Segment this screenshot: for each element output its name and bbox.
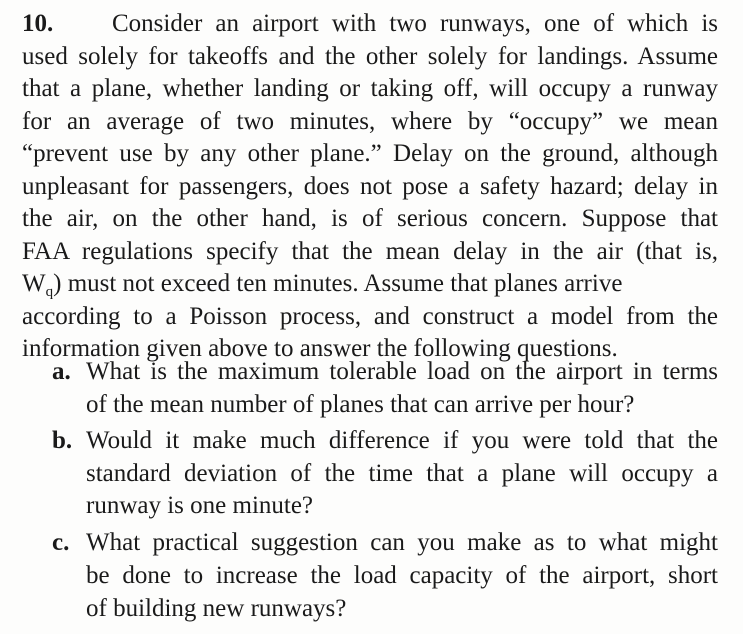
problem-text-line-10: according to a Poisson process, and construct a model from the [22, 303, 718, 330]
wq-symbol: $W_q$) [22, 270, 62, 300]
problem-text-line-8: FAA regulations specify that the mean delay in the air (that is, [22, 238, 718, 265]
problem-number: 10. [22, 10, 54, 37]
part-a-line-2: of the mean number of planes that can arrive per hour? [86, 391, 635, 418]
problem-text-line-9-rest: must not exceed ten minutes. Assume that planes arrive [67, 270, 623, 297]
problem-text-line-3: that a plane, whether landing or taking off, will occupy a runway [22, 75, 718, 102]
part-a-line-1: What is the maximum tolerable load on the airport in terms [86, 358, 718, 385]
part-c-line-1: What practical suggestion can you make as to what might [86, 529, 718, 556]
part-b-label: b. [52, 427, 73, 454]
part-b-line-2: standard deviation of the time that a plane will occupy a [86, 460, 718, 487]
part-b-line-1: Would it make much difference if you were told that the [86, 427, 718, 454]
problem-text-line-4: for an average of two minutes, where by “occupy” we mean [22, 108, 718, 135]
part-b-line-3: runway is one minute? [86, 492, 314, 519]
part-c-line-2: be done to increase the load capacity of the airport, short [86, 562, 718, 589]
problem-text-line-6: unpleasant for passengers, does not pose a safety hazard; delay in [22, 173, 718, 200]
problem-text-line-1: Consider an airport with two runways, one of which is [112, 10, 718, 37]
problem-text-line-2: used solely for takeoffs and the other solely for landings. Assume [22, 43, 718, 70]
part-a-label: a. [52, 358, 71, 385]
part-c-label: c. [52, 529, 70, 556]
problem-text-line-9 [22, 269, 718, 299]
part-c-line-3: of building new runways? [86, 595, 347, 622]
problem-text-line-11: information given above to answer the following questions. [22, 335, 618, 362]
problem-text-line-5: “prevent use by any other plane.” Delay on the ground, although [22, 140, 718, 167]
problem-text-line-7: the air, on the other hand, is of serious concern. Suppose that [22, 205, 718, 232]
